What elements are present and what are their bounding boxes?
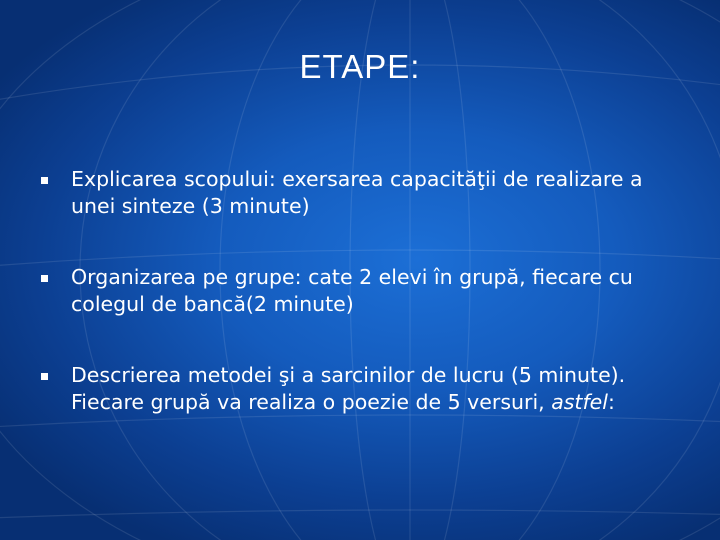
slide-title: ETAPE: bbox=[299, 48, 421, 85]
bullet-text-emphasis: astfel bbox=[551, 390, 608, 414]
bullet-list bbox=[40, 166, 680, 460]
square-bullet-icon bbox=[41, 275, 48, 282]
bullet-item bbox=[40, 166, 680, 220]
bullet-text: Organizarea pe grupe: cate 2 elevi în grupă, fiecare cu colegul de bancă(2 minute) bbox=[71, 265, 633, 316]
square-bullet-icon bbox=[41, 373, 48, 380]
bullet-text: Explicarea scopului: exersarea capacităţii de realizare a unei sinteze (3 minute) bbox=[71, 167, 643, 218]
bullet-text bbox=[71, 363, 625, 414]
square-bullet-icon bbox=[41, 177, 48, 184]
bullet-text-tail: : bbox=[608, 390, 615, 414]
bullet-item bbox=[40, 264, 680, 318]
bullet-item bbox=[40, 362, 680, 416]
bullet-text-main: Descrierea metodei şi a sarcinilor de lucru (5 minute). Fiecare grupă va realiza o poezie de 5 versuri, bbox=[71, 363, 626, 414]
